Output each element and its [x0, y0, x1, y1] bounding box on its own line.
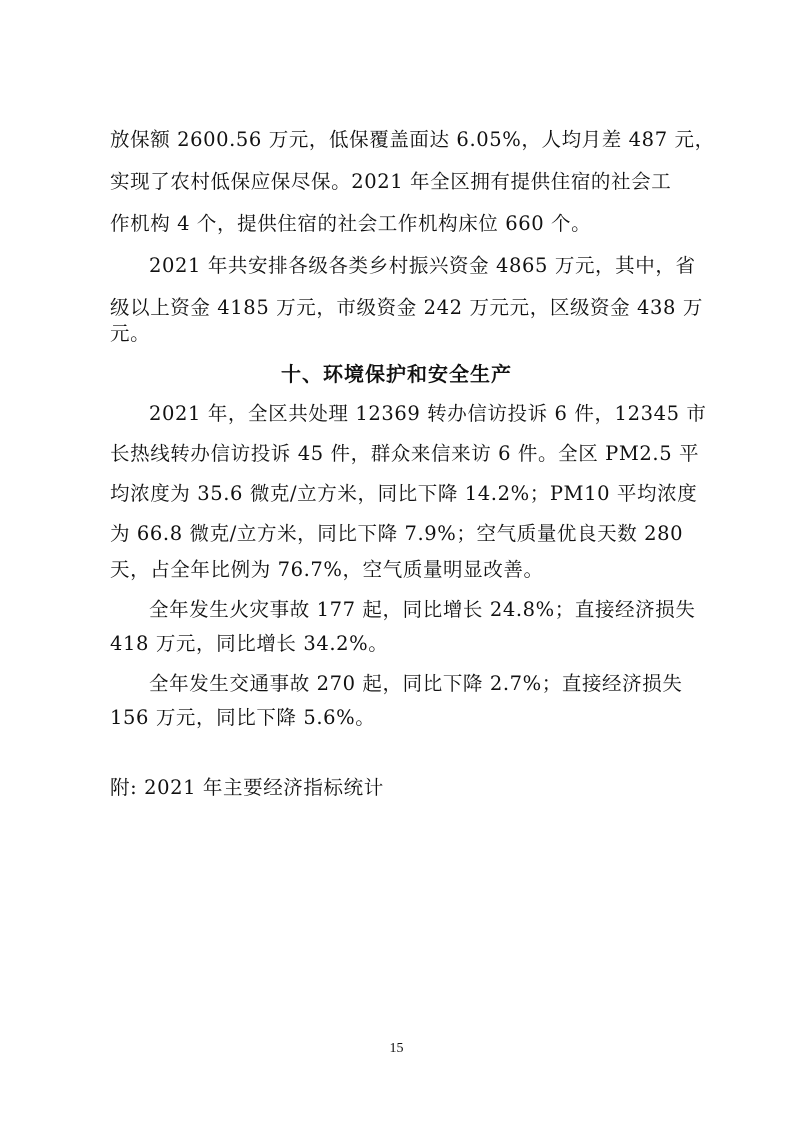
text-line: 418 万元，同比增长 34.2%。 [110, 632, 389, 655]
appendix-note: 附: 2021 年主要经济指标统计 [110, 776, 384, 799]
paragraph-start-line: 全年发生火灾事故 177 起，同比增长 24.8%；直接经济损失 [149, 598, 696, 621]
text-line: 长热线转办信访投诉 45 件，群众来信来访 6 件。全区 PM2.5 平 [110, 442, 700, 465]
section-heading: 十、环境保护和安全生产 [281, 362, 512, 386]
text-line: 均浓度为 35.6 微克/立方米，同比下降 14.2%；PM10 平均浓度 [110, 482, 698, 505]
text-line: 作机构 4 个，提供住宿的社会工作机构床位 660 个。 [110, 212, 592, 235]
text-line: 实现了农村低保应保尽保。2021 年全区拥有提供住宿的社会工 [110, 170, 672, 193]
paragraph-start-line: 全年发生交通事故 270 起，同比下降 2.7%；直接经济损失 [149, 672, 683, 695]
text-line: 天，占全年比例为 76.7%，空气质量明显改善。 [110, 558, 544, 581]
text-line: 级以上资金 4185 万元，市级资金 242 万元元，区级资金 438 万 [110, 296, 703, 319]
text-line: 为 66.8 微克/立方米，同比下降 7.9%；空气质量优良天数 280 [110, 522, 684, 545]
text-line: 放保额 2600.56 万元，低保覆盖面达 6.05%，人均月差 487 元， [110, 128, 715, 151]
text-line: 156 万元，同比下降 5.6%。 [110, 706, 376, 729]
page-number: 15 [389, 1041, 404, 1056]
paragraph-start-line: 2021 年，全区共处理 12369 转办信访投诉 6 件，12345 市 [149, 402, 707, 425]
text-line: 元。 [110, 322, 151, 345]
paragraph-start-line: 2021 年共安排各级各类乡村振兴资金 4865 万元，其中，省 [149, 254, 696, 277]
